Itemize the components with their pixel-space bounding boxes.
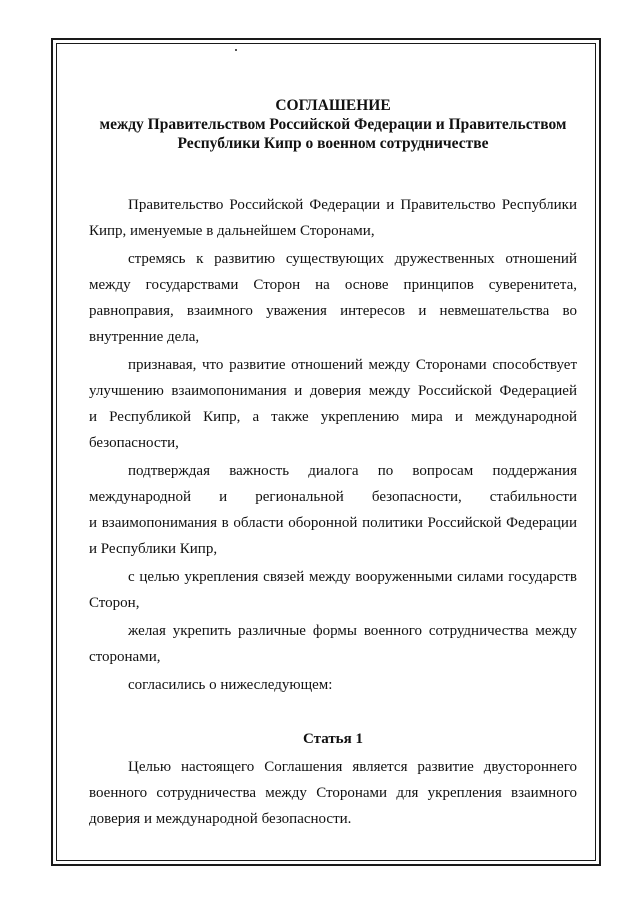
title-line-2: между Правительством Российской Федерации и Правительством [99,116,567,133]
preamble-paragraph-1 [89,192,577,244]
document-title [89,96,577,153]
text-line: сторонами, [89,649,161,665]
text-line: согласились о нижеследующем: [128,677,333,693]
text-line: улучшению взаимопонимания и доверия между Российской Федерацией [89,383,577,399]
preamble [89,192,577,698]
text-line: стремясь к развитию существующих дружественных отношений [128,251,577,267]
text-line: и Республикой Кипр, а также укреплению мира и международной [89,409,577,425]
text-line: желая укрепить различные формы военного сотрудничества между [128,623,577,639]
text-line: военного сотрудничества между Сторонами для укрепления взаимного [89,785,577,801]
preamble-paragraph-4 [89,458,577,562]
text-line: равноправия, взаимного уважения интересов и невмешательства во [89,303,577,319]
text-line: доверия и международной безопасности. [89,811,352,827]
preamble-paragraph-6 [89,618,577,670]
article-1-heading: Статья 1 [303,731,363,747]
text-line: Кипр, именуемые в дальнейшем Сторонами, [89,223,375,239]
text-line: признавая, что развитие отношений между Сторонами способствует [128,357,577,373]
text-line: между государствами Сторон на основе принципов суверенитета, [89,277,577,293]
text-line: Сторон, [89,595,140,611]
preamble-paragraph-3 [89,352,577,456]
text-line: безопасности, [89,435,179,451]
preamble-paragraph-2 [89,246,577,350]
text-line: Целью настоящего Соглашения является развитие двустороннего [128,759,577,775]
text-line: и Республики Кипр, [89,541,218,557]
article-1-paragraph [89,754,577,832]
document-content [89,96,577,832]
scan-speck [235,49,237,51]
text-line: с целью укрепления связей между вооруженными силами государств [128,569,577,585]
text-line: и взаимопонимания в области оборонной политики Российской Федерации [89,515,577,531]
text-line: подтверждая важность диалога по вопросам поддержания [128,463,577,479]
title-line-3: Республики Кипр о военном сотрудничестве [177,135,489,152]
text-line: внутренние дела, [89,329,200,345]
preamble-paragraph-5 [89,564,577,616]
preamble-paragraph-7 [89,672,577,698]
text-line: международной и региональной безопасности, стабильности [89,489,577,505]
text-line: Правительство Российской Федерации и Правительство Республики [128,197,577,213]
title-line-1: СОГЛАШЕНИЕ [275,97,391,114]
